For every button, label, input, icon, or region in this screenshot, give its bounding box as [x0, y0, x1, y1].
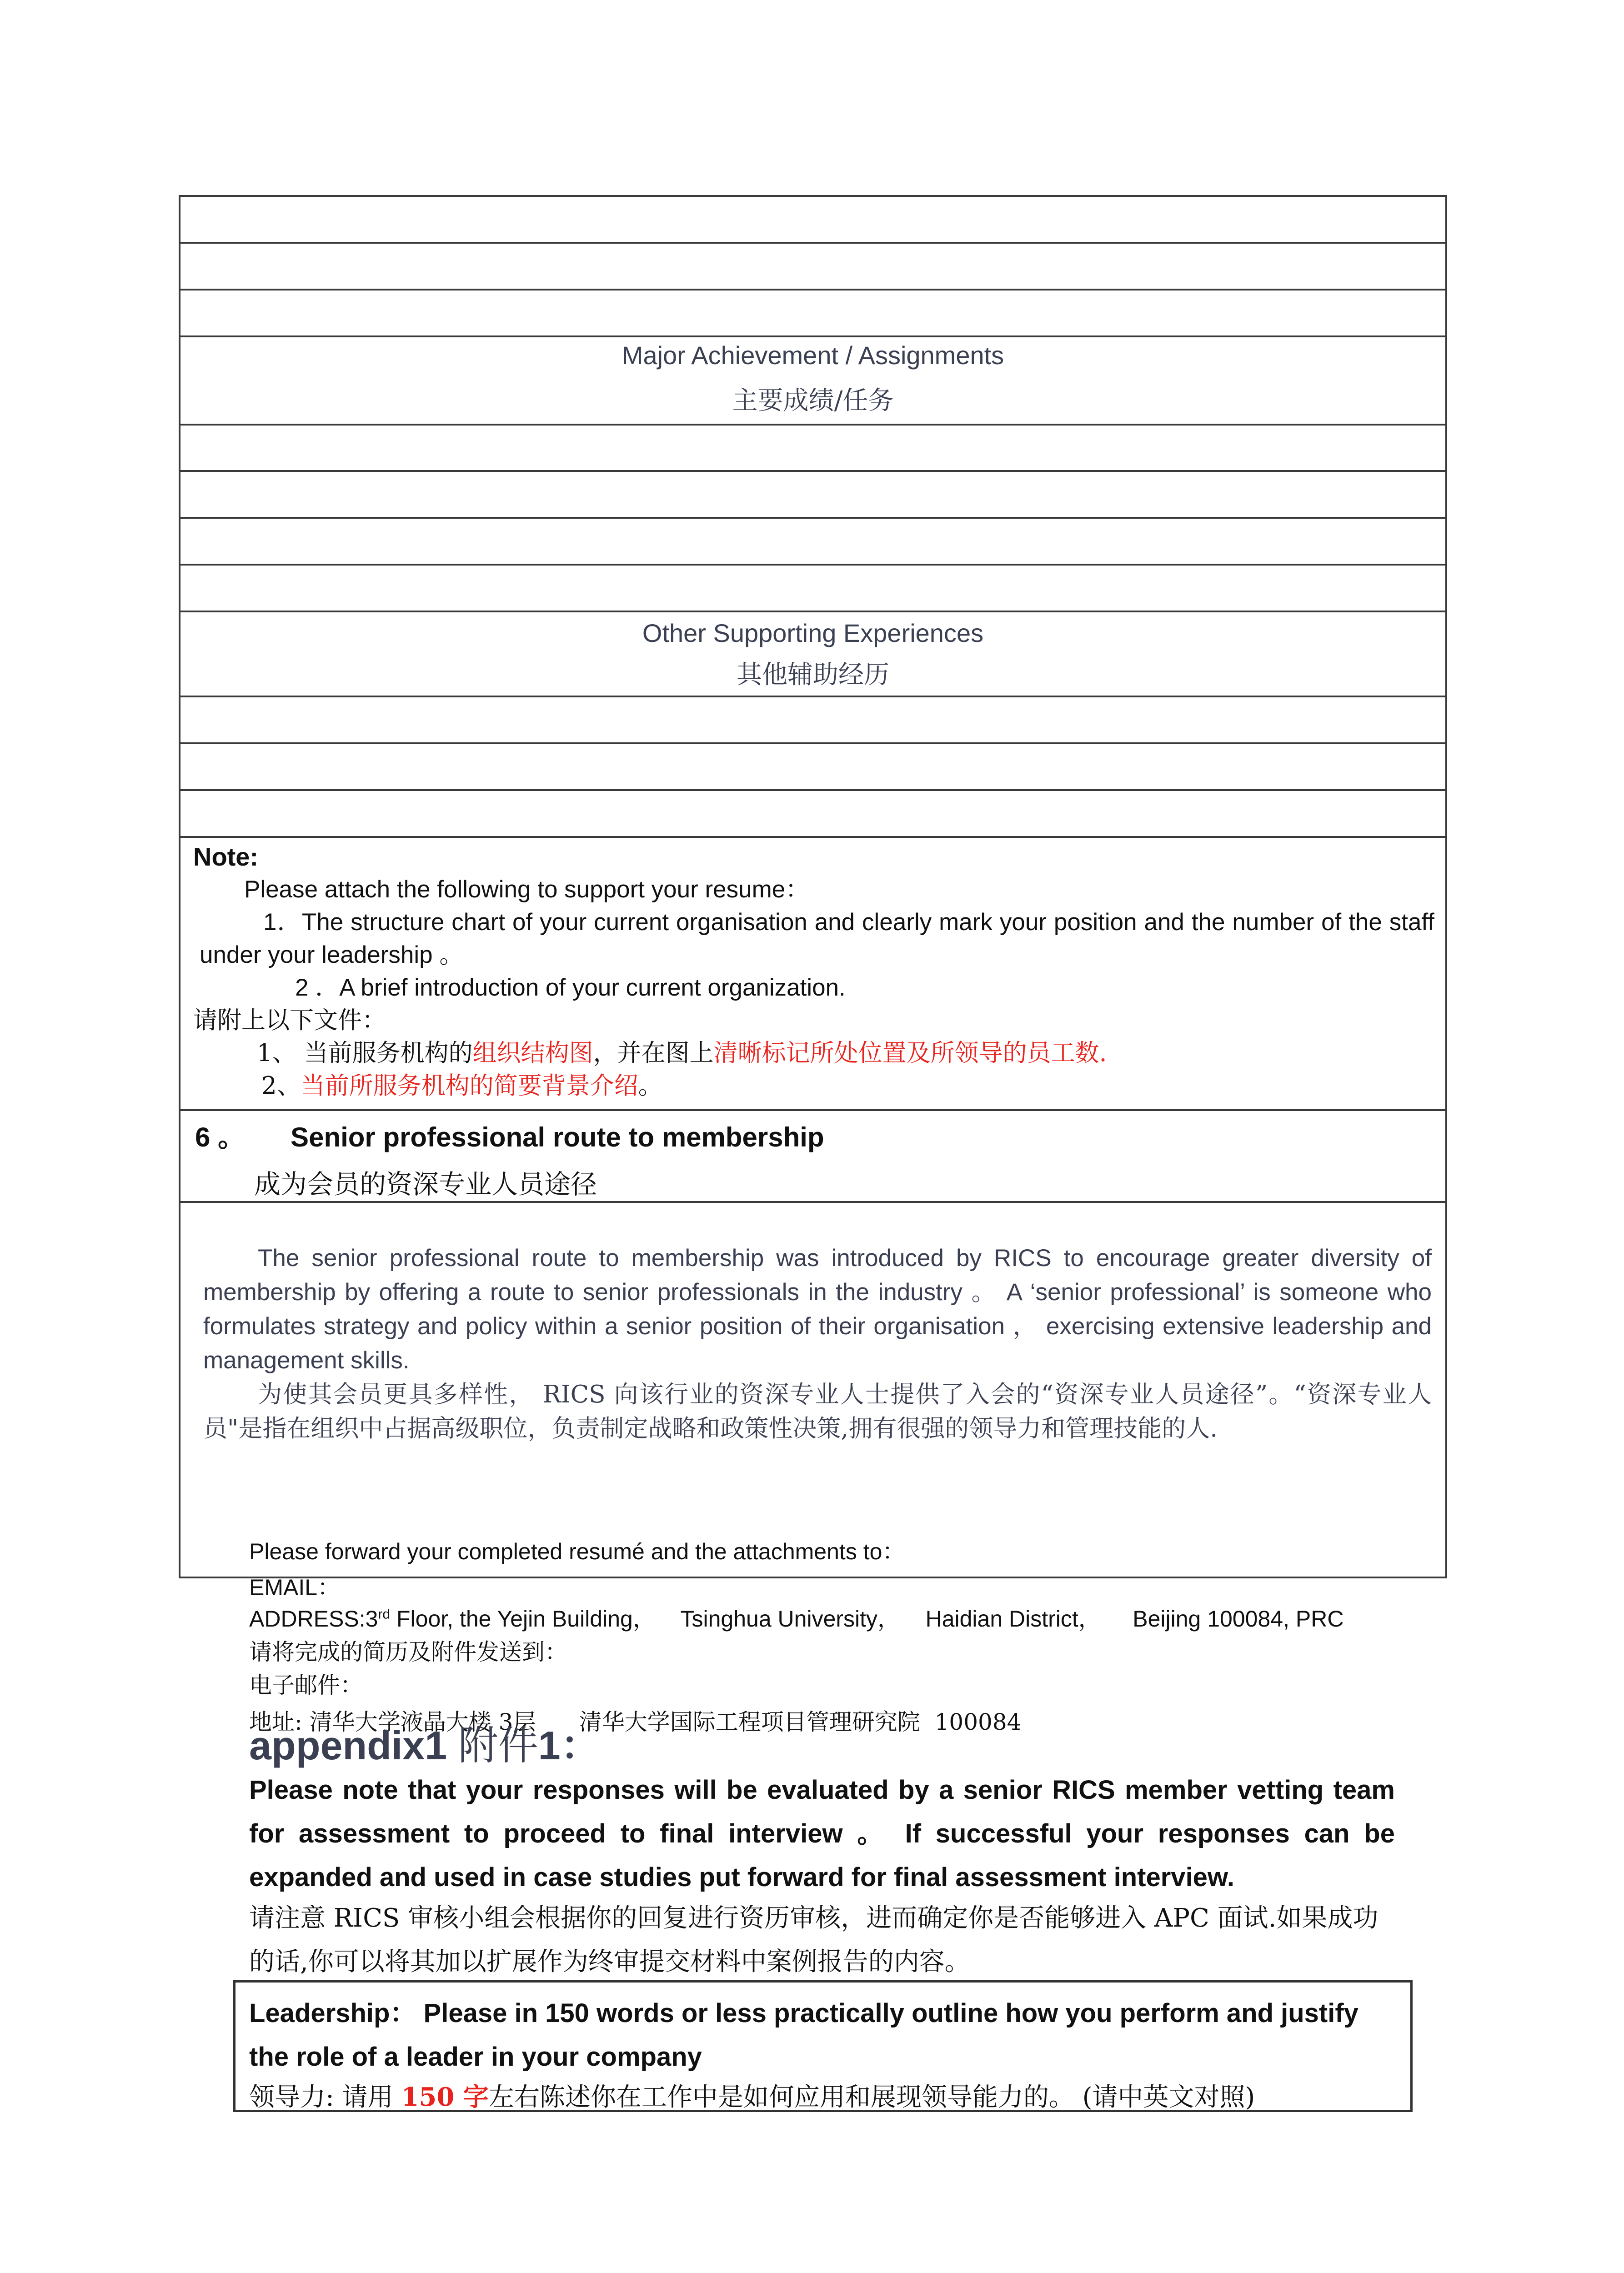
section6-title-zh: 成为会员的资深专业人员途径: [254, 1169, 597, 1200]
address-line-zh: 地址: 清华大学液晶大楼 3层 清华大学国际工程项目管理研究院 100084: [249, 1709, 1022, 1735]
major-achievement-header: [180, 336, 1446, 425]
appendix-note-zh: 请注意 RICS 审核小组会根据你的回复进行资历审核，进而确定你是否能够进入 APC 面试.如果成功的话,你可以将其加以扩展作为终审提交材料中案例报告的内容。: [249, 1903, 1378, 1977]
blank-cell[interactable]: [180, 696, 1446, 743]
blank-cell[interactable]: [180, 471, 1446, 518]
blank-row: [180, 243, 1446, 290]
note-zh-intro: 请附上以下文件：: [193, 1006, 386, 1034]
leadership-question-zh: 领导力: 请用 150 字左右陈述你在工作中是如何应用和展现领导能力的。 (请中英文对照): [249, 2082, 1255, 2112]
section6-title: 6 。 Senior professional route to membership: [195, 1122, 824, 1152]
blank-cell[interactable]: [180, 565, 1446, 611]
blank-row: [180, 565, 1446, 611]
note-row: [180, 837, 1446, 1110]
other-heading-en: Other Supporting Experiences: [642, 619, 984, 647]
note-intro: Please attach the following to support your resume：: [244, 876, 810, 903]
appendix-note-en: Please note that your responses will be evaluated by a senior RICS member vetting team for assessment to proceed to final interview 。 If successful your responses can be expanded and used in case studies put forward for final assessment interview.: [249, 1775, 1395, 1892]
section6-intro-row: [180, 1202, 1446, 1577]
appendix-title: appendix1 附件1：: [249, 1722, 601, 1769]
other-experience-header: [180, 611, 1446, 696]
blank-row: [180, 196, 1446, 243]
blank-row: [180, 425, 1446, 471]
blank-cell[interactable]: [180, 196, 1446, 243]
leadership-question-box: [233, 1980, 1413, 2112]
address-line: ADDRESS:3rd Floor, the Yejin Building， Tsinghua University， Haidian District， Beijing 100084, PRC: [249, 1606, 1344, 1632]
blank-row: [180, 471, 1446, 518]
blank-cell[interactable]: [180, 290, 1446, 336]
resume-form-table: [179, 195, 1447, 1578]
email-label: EMAIL：: [249, 1575, 341, 1600]
senior-route-body-en: The senior professional route to membership was introduced by RICS to encourage greater diversity of membership by offering a route to senior professionals in the industry 。 A ‘senior professional’ is someone who formulates strategy and policy within a senior position of their organisation ， exercising extensive leadership and management skills.: [203, 1245, 1432, 1374]
forward-line-zh: 请将完成的简历及附件发送到：: [249, 1639, 567, 1665]
blank-cell[interactable]: [180, 743, 1446, 790]
note-zh-item-1: 1、 当前服务机构的组织结构图，并在图上清晰标记所处位置及所领导的员工数.: [257, 1039, 1107, 1067]
blank-cell[interactable]: [180, 518, 1446, 565]
blank-cell[interactable]: [180, 425, 1446, 471]
blank-cell[interactable]: [180, 790, 1446, 837]
note-zh-item-2: 2、当前所服务机构的简要背景介绍。: [261, 1072, 662, 1100]
senior-route-body-zh: 为使其会员更具多样性， RICS 向该行业的资深专业人士提供了入会的“资深专业人员途径”。“资深专业人员"是指在组织中占据高级职位，负责制定战略和政策性决策,拥有很强的领导力和管理技能的人.: [203, 1381, 1432, 1442]
note-title: Note:: [193, 842, 259, 871]
email-label-zh: 电子邮件：: [249, 1672, 363, 1698]
major-heading-zh: 主要成绩/任务: [732, 386, 894, 416]
blank-row: [180, 518, 1446, 565]
major-heading-en: Major Achievement / Assignments: [622, 341, 1004, 370]
note-item-1: 1．The structure chart of your current organisation and clearly mark your position and the number of the staff under your leadership 。: [200, 909, 1434, 968]
blank-row: [180, 790, 1446, 837]
section6-row: [180, 1110, 1446, 1202]
forward-line: Please forward your completed resumé and the attachments to：: [249, 1539, 905, 1564]
other-heading-zh: 其他辅助经历: [737, 660, 889, 690]
leadership-question-en: Leadership： Please in 150 words or less practically outline how you perform and justify the role of a leader in your company: [249, 1998, 1358, 2072]
note-item-2: 2 ．A brief introduction of your current organization.: [295, 974, 846, 1001]
blank-row: [180, 290, 1446, 336]
blank-row: [180, 743, 1446, 790]
blank-cell[interactable]: [180, 243, 1446, 290]
blank-row: [180, 696, 1446, 743]
